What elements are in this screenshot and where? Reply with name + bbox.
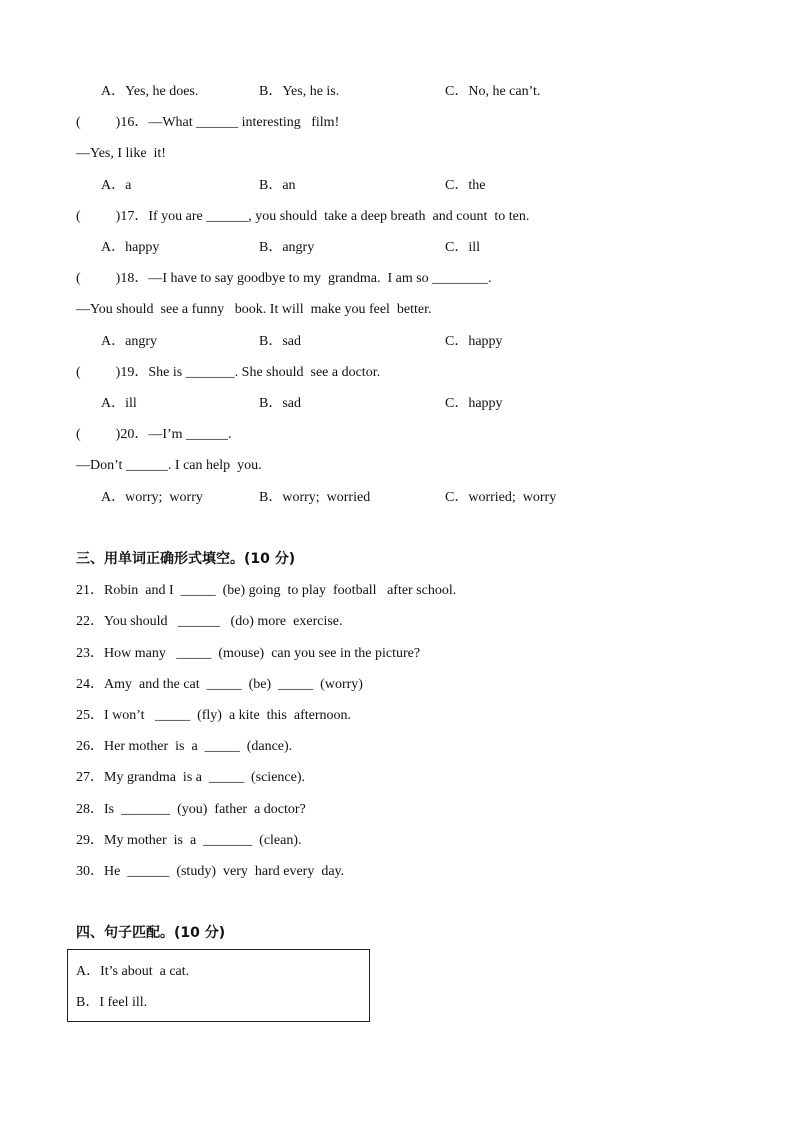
question-20-reply: —Don’t ______. I can help you. [76, 458, 262, 473]
question-16-reply: —Yes, I like it! [76, 146, 166, 161]
option-c: C．the [445, 178, 486, 193]
fill-item-28: 28．Is _______ (you) father a doctor? [76, 802, 306, 817]
option-a: A．happy [101, 240, 160, 255]
question-16-options [0, 176, 794, 196]
question-20-options [0, 488, 794, 508]
option-b: B．an [259, 178, 296, 193]
option-c: C．happy [445, 396, 503, 411]
question-19-options [0, 394, 794, 414]
question-20-stem: ( )20．—I’m ______. [76, 427, 232, 442]
option-b: B．Yes, he is. [259, 84, 340, 99]
fill-item-29: 29．My mother is a _______ (clean). [76, 833, 302, 848]
fill-item-30: 30．He ______ (study) very hard every day. [76, 864, 345, 879]
question-18-reply: —You should see a funny book. It will make you feel better. [76, 302, 432, 317]
fill-item-21: 21．Robin and I _____ (be) going to play football after school. [76, 583, 457, 598]
option-a: A．a [101, 178, 132, 193]
option-b: B．worry; worried [259, 490, 371, 505]
question-19-stem: ( )19．She is _______. She should see a doctor. [76, 365, 381, 380]
option-a: A．Yes, he does. [101, 84, 199, 99]
option-a: A．worry; worry [101, 490, 203, 505]
section-3-title: 三、用单词正确形式填空。(10 分) [76, 551, 296, 567]
fill-item-22: 22．You should ______ (do) more exercise. [76, 614, 343, 629]
fill-item-23: 23．How many _____ (mouse) can you see in the picture? [76, 646, 421, 661]
fill-item-27: 27．My grandma is a _____ (science). [76, 770, 305, 785]
question-15-options [0, 82, 794, 102]
fill-item-26: 26．Her mother is a _____ (dance). [76, 739, 293, 754]
match-option-a: A．It’s about a cat. [76, 964, 190, 979]
option-b: B．sad [259, 334, 301, 349]
option-c: C．happy [445, 334, 503, 349]
option-a: A．ill [101, 396, 137, 411]
fill-item-25: 25．I won’t _____ (fly) a kite this afternoon. [76, 708, 352, 723]
option-c: C．worried; worry [445, 490, 557, 505]
section-4-title: 四、句子匹配。(10 分) [76, 925, 226, 941]
question-18-stem: ( )18．—I have to say goodbye to my grandma. I am so ________. [76, 271, 492, 286]
option-c: C．No, he can’t. [445, 84, 541, 99]
option-b: B．angry [259, 240, 315, 255]
option-a: A．angry [101, 334, 157, 349]
fill-item-24: 24．Amy and the cat _____ (be) _____ (worry) [76, 677, 363, 692]
question-18-options [0, 332, 794, 352]
option-c: C．ill [445, 240, 481, 255]
option-b: B．sad [259, 396, 301, 411]
question-16-stem: ( )16．—What ______ interesting film! [76, 115, 340, 130]
matching-options-box [67, 949, 370, 1022]
match-option-b: B．I feel ill. [76, 995, 148, 1010]
question-17-options [0, 238, 794, 258]
question-17-stem: ( )17．If you are ______, you should take a deep breath and count to ten. [76, 209, 530, 224]
